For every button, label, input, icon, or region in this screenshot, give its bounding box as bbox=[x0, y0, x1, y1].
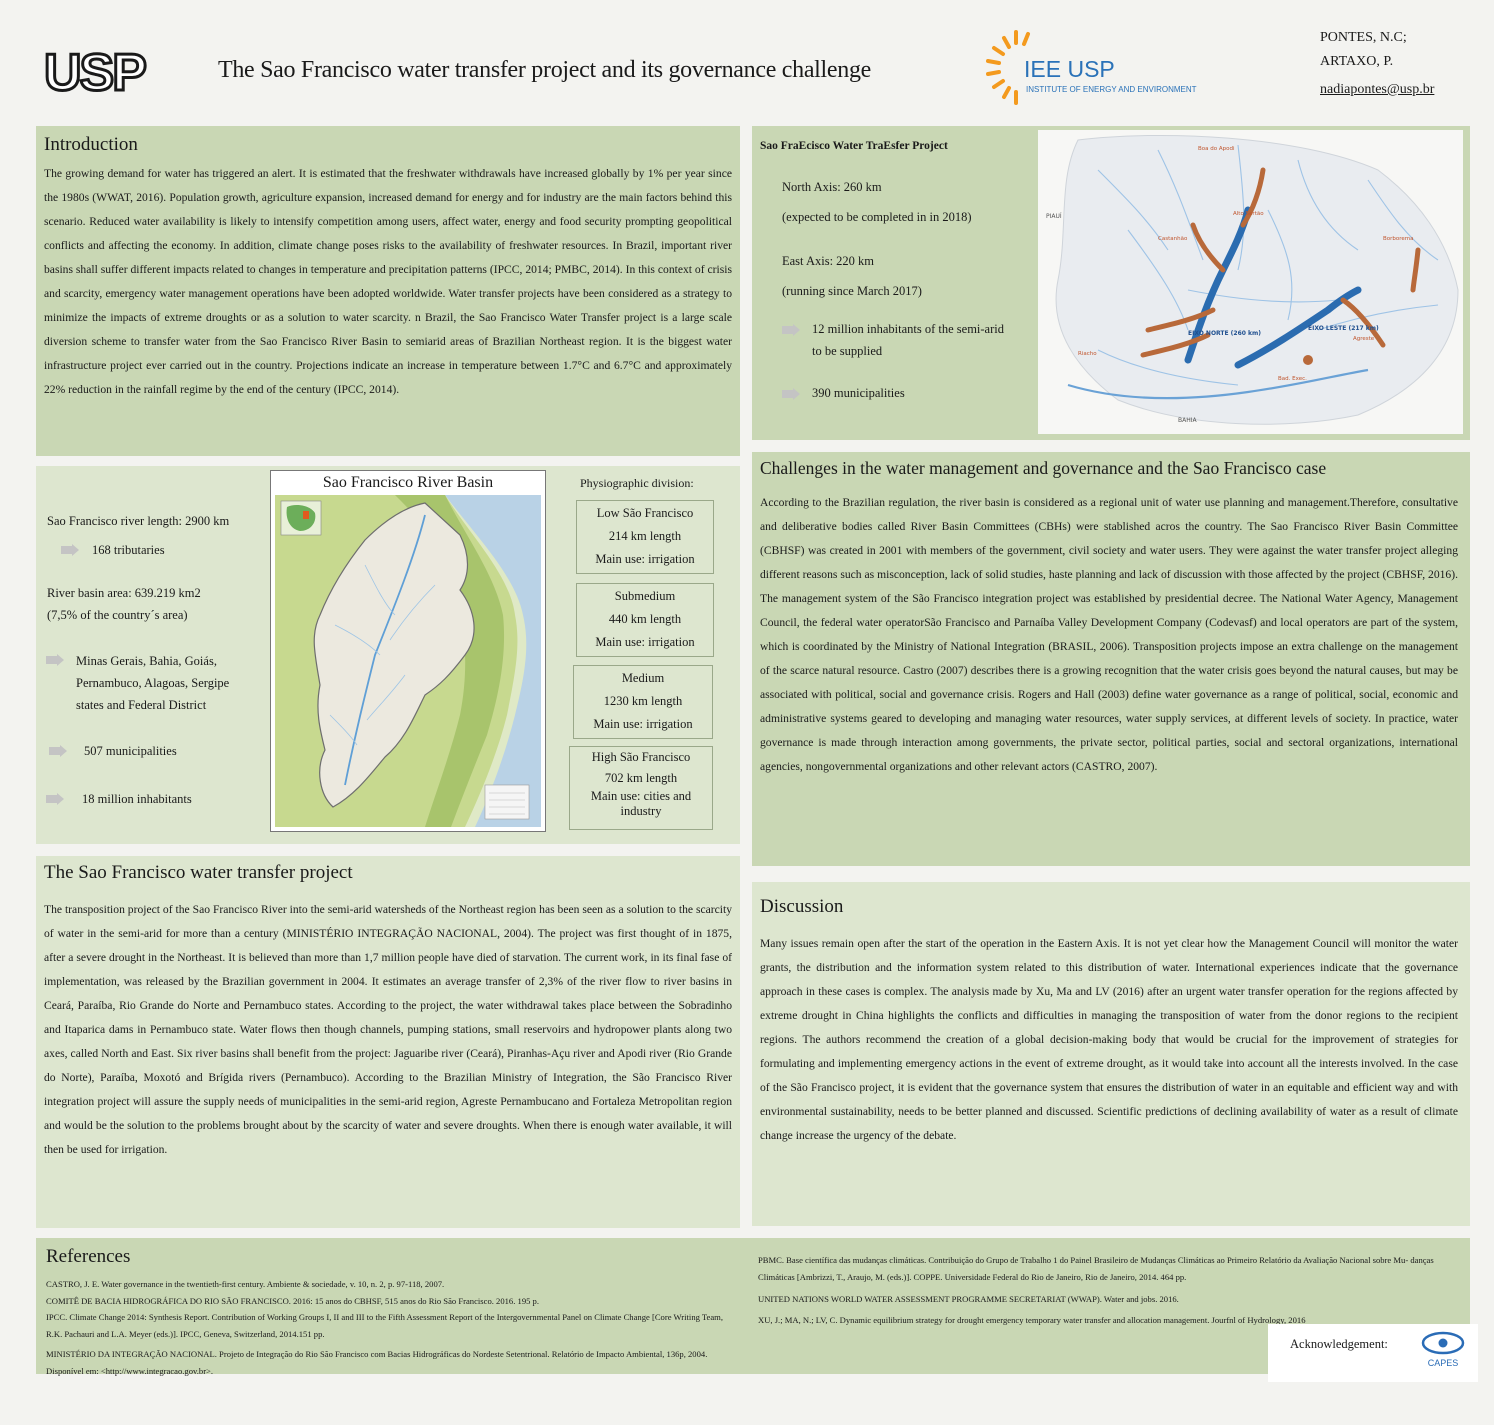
transfer-summary-title: Sao FraEcisco Water TraEsfer Project bbox=[760, 140, 948, 152]
discussion-heading: Discussion bbox=[760, 896, 844, 917]
transfer-project-panel bbox=[36, 856, 740, 1228]
usp-logo bbox=[44, 50, 178, 94]
svg-text:Alto Sertão: Alto Sertão bbox=[1233, 211, 1264, 217]
discussion-text: Many issues remain open after the start of the operation in the Eastern Axis. It is not yet clear how the Management Council will monitor the water grants, the distribution and the information system related to this distribution of water. International experiences indicate that the governance approach in these cases is complex. The analysis made by Xu, Ma and LV (2016) after an urgent water transfer operation for the regions affected by extreme drought in China highlights the conflicts and difficulties in managing the transposition of water from the donor regions to the recipient regions. The authors recommend the creation of a global decision-making body that would be crucial for the improvement of strategies for formulating and implementing emergency actions in the event of extreme drought, as it would take into account all the interests involved. In the case of the São Francisco project, it is evident that the governance system that ensures the distribution of water in an equitable and efficient way and with environmental sustainability, needs to be better planned and discussed. Scientific predictions of declining availability of water as a result of climate change increase the urgency of the debate. bbox=[760, 937, 1458, 1142]
division-length: 1230 km length bbox=[603, 694, 683, 708]
references-right-column bbox=[758, 1252, 1458, 1328]
transfer-project-heading: The Sao Francisco water transfer project bbox=[44, 862, 353, 883]
capes-eye-icon bbox=[1420, 1330, 1466, 1358]
supplied-municipalities: 390 municipalities bbox=[812, 386, 905, 400]
tributaries: 168 tributaries bbox=[92, 543, 165, 557]
author-2: ARTAXO, P. bbox=[1320, 54, 1394, 69]
bullet-arrow-icon bbox=[46, 793, 66, 805]
map-label-piaui: PIAUÍ bbox=[1046, 213, 1062, 220]
bullet-arrow-icon bbox=[46, 654, 66, 666]
challenges-heading: Challenges in the water management and governance and the Sao Francisco case bbox=[760, 458, 1327, 478]
division-medium bbox=[573, 665, 713, 739]
bullet-arrow-icon bbox=[782, 324, 802, 336]
iee-usp-subtitle: INSTITUTE OF ENERGY AND ENVIRONMENT bbox=[1026, 85, 1197, 94]
challenges-text: According to the Brazilian regulation, the river basin is considered as a regional unit of water use planning and management.Therefore, consultative and deliberative bodies called River Basin Committees (CBHs) were stablished acros the country. The Sao Francisco River Basin Committee (CBHSF) was created in 2001 with members of the government, civil society and water users. They were against the water transfer project alleging different reasons such as misconception, lack of solid studies, haste planning and lack of discussion with those affected by the project (CBHSF, 2016). The management system of the São Francisco integration project was established by presidential decree. The National Water Agency, Management Council, the federal water operatorSão Francisco and Parnaíba Valley Development Company (Codevasf) and local operators are part of the system, which is coordinated by the Ministry of National Integration (BRASIL, 2006). Transposition projects impose an extra challenge on the management of the scarce natural resource. Castro (2007) describes there is a growing recognition that the water crisis goes beyond the natural causes, but may be associated with political, social and governance crisis. Rogers and Hall (2003) define water governance as a range of political, social, economic and administrative systems geared to developing and managing water resources, water supply services, at different levels of society. In practice, water governance is made through interaction among governments, the private sector, political parties, social and sectoral organizations, international agencies, nongovernmental organizations and other relevant actors (CASTRO, 2007). bbox=[760, 496, 1458, 773]
basin-states-line-2: Pernambuco, Alagoas, Sergipe bbox=[76, 676, 230, 690]
transfer-summary-panel bbox=[752, 126, 1470, 440]
reference-item: IPCC. Climate Change 2014: Synthesis Report. Contribution of Working Groups I, II and III to the Fifth Assessment Report of the Intergovernmental Panel on Climate Change [Core Writing Team, R.K. Pachauri and L.A. Meyer (eds.)]. IPCC, Geneva, Switzerland, 2014.151 pp. bbox=[46, 1312, 724, 1339]
references-heading: References bbox=[46, 1246, 131, 1267]
division-name: Submedium bbox=[614, 589, 676, 603]
author-email[interactable]: nadiapontes@usp.br bbox=[1320, 82, 1435, 97]
division-high-sao-francisco bbox=[569, 746, 713, 830]
division-length: 214 km length bbox=[608, 529, 682, 543]
acknowledgement-box bbox=[1268, 1324, 1478, 1382]
svg-text:USP: USP bbox=[44, 50, 145, 94]
east-axis-length: East Axis: 220 km bbox=[782, 254, 875, 268]
svg-text:Riacho: Riacho bbox=[1078, 351, 1097, 357]
basin-states-line-1: Minas Gerais, Bahia, Goiás, bbox=[76, 654, 217, 668]
acknowledgement-label: Acknowledgement: bbox=[1290, 1337, 1388, 1351]
basin-area-line-1: River basin area: 639.219 km2 bbox=[47, 586, 201, 600]
svg-text:Castanhão: Castanhão bbox=[1158, 236, 1188, 242]
semi-arid-inhabitants-line-2: to be supplied bbox=[812, 344, 883, 358]
svg-text:Borborema: Borborema bbox=[1383, 236, 1414, 242]
poster-title: The Sao Francisco water transfer project and its governance challenge bbox=[218, 57, 872, 83]
semi-arid-inhabitants-line-1: 12 million inhabitants of the semi-arid bbox=[812, 322, 1004, 336]
iee-usp-name: IEE USP bbox=[1024, 56, 1115, 82]
division-name: Medium bbox=[621, 671, 665, 685]
basin-states-line-3: states and Federal District bbox=[76, 698, 207, 712]
north-axis-length: North Axis: 260 km bbox=[782, 180, 882, 194]
discussion-panel bbox=[752, 882, 1470, 1226]
basin-states bbox=[76, 650, 229, 716]
basin-map bbox=[270, 470, 546, 832]
svg-text:Boa do Apodi: Boa do Apodi bbox=[1198, 146, 1235, 152]
bullet-arrow-icon bbox=[61, 544, 81, 556]
north-axis-note: (expected to be completed in in 2018) bbox=[782, 210, 972, 224]
map-label-eixo-leste: EIXO LESTE (217 km) bbox=[1308, 325, 1379, 332]
division-low-sao-francisco bbox=[576, 500, 714, 574]
basin-area-line-2: (7,5% of the country´s area) bbox=[47, 608, 188, 622]
basin-municipalities: 507 municipalities bbox=[84, 744, 177, 758]
division-name: Low São Francisco bbox=[596, 506, 694, 520]
author-1: PONTES, N.C; bbox=[1320, 30, 1407, 45]
division-length: 440 km length bbox=[608, 612, 682, 626]
physiographic-title: Physiographic division: bbox=[580, 476, 694, 490]
division-use: Main use: irrigation bbox=[595, 635, 695, 649]
east-axis-note: (running since March 2017) bbox=[782, 284, 922, 298]
division-name: High São Francisco bbox=[591, 750, 691, 764]
svg-text:Bad. Exec.: Bad. Exec. bbox=[1278, 376, 1307, 382]
basin-panel bbox=[36, 466, 740, 844]
division-use: Main use: irrigation bbox=[595, 552, 695, 566]
basin-inhabitants: 18 million inhabitants bbox=[82, 792, 192, 806]
references-panel bbox=[36, 1238, 1470, 1374]
capes-logo bbox=[1420, 1330, 1466, 1374]
division-use: Main use: irrigation bbox=[593, 717, 693, 731]
map-label-eixo-norte: EIXO NORTE (260 km) bbox=[1188, 330, 1262, 337]
transfer-map bbox=[1038, 130, 1463, 434]
reference-item: CASTRO, J. E. Water governance in the twentieth-first century. Ambiente & sociedade, v. 10, n. 2, p. 97-118, 2007. bbox=[46, 1279, 445, 1289]
basin-map-title: Sao Francisco River Basin bbox=[322, 474, 494, 491]
semi-arid-inhabitants bbox=[812, 318, 1004, 362]
transfer-project-text: The transposition project of the Sao Francisco River into the semi-arid watersheds of the Northeast region has been seen as a solution to the scarcity of water in the semi-arid for more than a century (MINISTÉRIO INTEGRAÇÃO NACIONAL, 2004). The project was first thought of in 1875, after a severe drought in the Northeast. It is believed than more than 1,7 million people have died of starvation. The current work, in its final fase of implementation, was released by the Brazilian government in 2004. It estimates an average transfer of 2,3% of the river flow to river basins in Ceará, Paraíba, Rio Grande do Norte and Pernambuco states. According to the project, the water withdrawal takes place between the Sobradinho and Itaparica dams in Pernambuco state. Water flows then though channels, pumping stations, small reservoirs and hydropower plants along two axes, called North and East. Six river basins shall benefit from the project: Jaguaribe river (Ceará), Piranhas-Açu river and Apodi river (Rio Grande do Norte), Paraíba, Moxotó and Brígida rivers (Pernambuco). According to the Brazilian Ministry of Integration, the São Francisco River integration project will assure the supply needs of municipalities in the semi-arid region, Agreste Pernambucano and Fortaleza Metropolitan region and would be the solution to the problems brought about by the scarcity of water and severe droughts. When there is enough water available, it will then be used for irrigation. bbox=[44, 903, 732, 1156]
introduction-text: The growing demand for water has triggered an alert. It is estimated that the freshwater withdrawals have increased globally by 1% per year since the 1980s (WWAT, 2016). Population growth, agriculture expansion, increased demand for energy and for industry are the main factors behind this scenario. Reduced water availability is likely to intensify competition among users, affect water, energy and food security prompting geopolitical conflicts and affecting the economy. In addition, climate change poses risks to the availability of freshwater resources. In Brazil, important river basins shall suffer different impacts related to changes in temperature and precipitation patterns (IPCC, 2014; PMBC, 2014). In this context of crisis and scarcity, emergency water management operations have been adopted worldwide. Water transfer projects have been considered as a strategy to minimize the impacts of extreme droughts or as a solution to water scarcity. n Brazil, the Sao Francisco Water Transfer project is a large scale diversion scheme to transfer water from the Sao Francisco River Basin to semiarid areas of Brazilian Northeast region. It is the biggest water infrastructure project ever carried out in the country. Projections indicate an increase in temperature between 1.7°C and 6.7°C and approximately 22% reduction in the rainfall regime by the end of the century (IPCC, 2014). bbox=[44, 167, 732, 396]
references-left-column bbox=[46, 1276, 738, 1379]
bullet-arrow-icon bbox=[782, 388, 802, 400]
basin-area bbox=[47, 582, 201, 626]
reference-item: XU, J.; MA, N.; LV, C. Dynamic equilibrium strategy for drought emergency temporary water transfer and allocation management. Jourfnl of Hydrology, 2016 bbox=[758, 1314, 1306, 1325]
map-label-bahia: BAHIA bbox=[1178, 417, 1197, 424]
introduction-panel bbox=[36, 126, 740, 456]
division-submedium bbox=[576, 583, 714, 657]
svg-text:Agreste: Agreste bbox=[1353, 336, 1375, 342]
bullet-arrow-icon bbox=[49, 745, 69, 757]
reference-item: COMITÊ DE BACIA HIDROGRÁFICA DO RIO SÃO FRANCISCO. 2016: 15 anos do CBHSF, 515 anos do Rio São Francisco. 2016. 195 p. bbox=[46, 1295, 540, 1306]
division-length: 702 km length bbox=[604, 771, 678, 785]
division-use: Main use: cities and industry bbox=[590, 789, 692, 818]
reference-item: MINISTÉRIO DA INTEGRAÇÃO NACIONAL. Projeto de Integração do Rio São Francisco com Bacias Hidrográficas do Nordeste Setentrional. Relatório de Impacto Ambiental, 136p, 2004. Disponível em: <http://www.integracao.gov.br>. bbox=[46, 1349, 708, 1376]
iee-usp-logo bbox=[982, 28, 1262, 108]
reference-item: UNITED NATIONS WORLD WATER ASSESSMENT PROGRAMME SECRETARIAT (WWAP). Water and jobs. 2016. bbox=[758, 1294, 1179, 1304]
river-length: Sao Francisco river length: 2900 km bbox=[47, 514, 230, 528]
introduction-heading: Introduction bbox=[44, 134, 138, 155]
reference-item: PBMC. Base científica das mudanças climáticas. Contribuição do Grupo de Trabalho 1 do Painel Brasileiro de Mudanças Climáticas ao Primeiro Relatório da Avaliação Nacional sobre Mu- danças Climáticas [Ambrizzi, T., Araujo, M. (eds.)]. COPPE. Universidade Federal do Rio de Janeiro, Rio de Janeiro, 2014. 464 pp. bbox=[758, 1255, 1434, 1282]
capes-text: CAPES bbox=[1427, 1358, 1459, 1368]
challenges-panel bbox=[752, 452, 1470, 866]
